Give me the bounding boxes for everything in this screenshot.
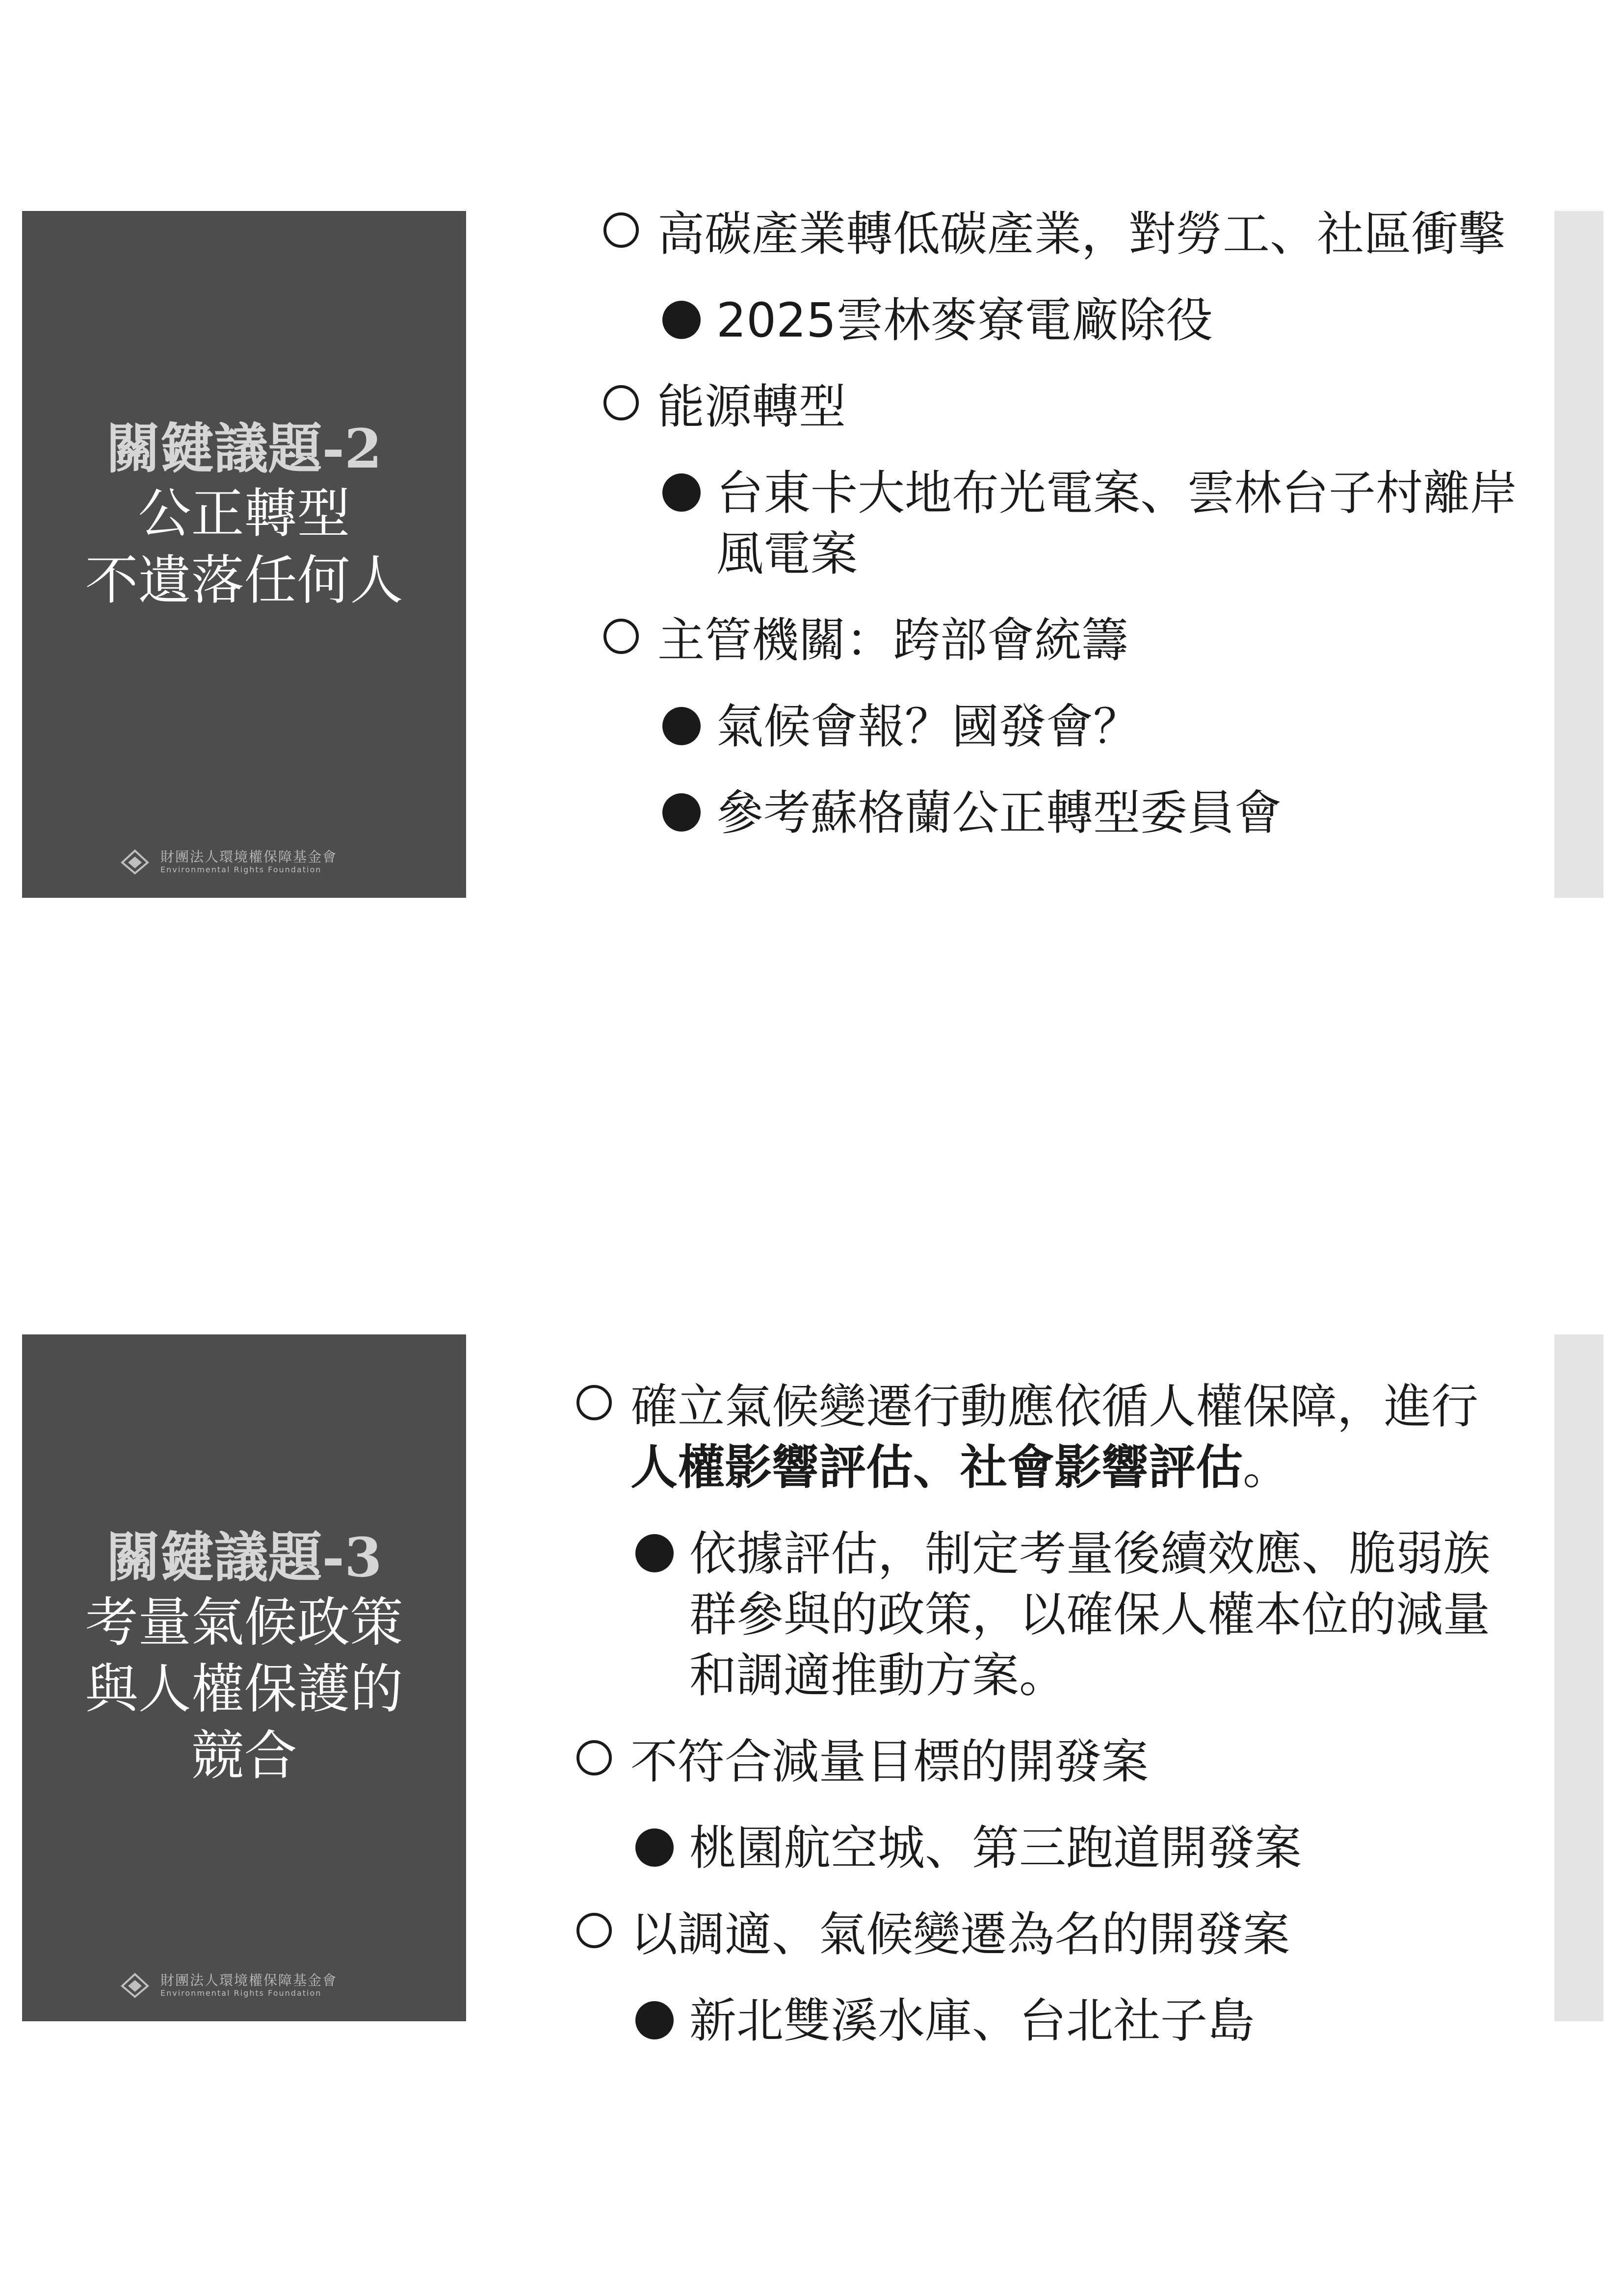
logo-english-name: Environmental Rights Foundation: [160, 1988, 322, 1998]
panel-text: [22, 417, 466, 614]
title-panel: [22, 1334, 466, 2021]
list-item-text: 桃園航空城、第三跑道開發案: [689, 1821, 1302, 1876]
list-item-text: 。: [1243, 1440, 1290, 1495]
hollow-circle-bullet-icon: [603, 212, 639, 248]
topic-title-line: 競合: [191, 1725, 297, 1787]
list-item-text: 不符合減量目標的開發案: [630, 1734, 1149, 1789]
list-item: [603, 696, 1545, 757]
list-item-text: 能源轉型: [657, 379, 846, 434]
topic-title-line: 與人權保護的: [85, 1659, 403, 1720]
list-item-text: 2025雲林麥寮電廠除役: [716, 293, 1213, 348]
foundation-emblem-icon: [120, 849, 150, 875]
topic-number: 關鍵議題-2: [106, 417, 382, 480]
bullet-list: [576, 1376, 1519, 2077]
filled-circle-bullet-icon: [662, 793, 701, 832]
filled-circle-bullet-icon: [662, 473, 701, 512]
panel-text: [22, 1526, 466, 1790]
slide-edge-bar: [1554, 211, 1603, 898]
list-item-text-bold: 人權影響評估、社會影響評估: [630, 1440, 1243, 1495]
list-item-text: 參考蘇格蘭公正轉型委員會: [716, 785, 1282, 840]
topic-title-line: 公正轉型: [138, 483, 350, 545]
list-item: [576, 1990, 1519, 2051]
filled-circle-bullet-icon: [662, 707, 701, 745]
list-item: [603, 204, 1545, 264]
slide-key-issue-2: [0, 0, 1624, 1030]
hollow-circle-bullet-icon: [603, 385, 639, 420]
filled-circle-bullet-icon: [662, 301, 701, 339]
filled-circle-bullet-icon: [635, 1828, 674, 1867]
logo-english-name: Environmental Rights Foundation: [160, 865, 322, 874]
list-item-text: 確立氣候變遷行動應依循人權保障，進行: [630, 1379, 1478, 1434]
logo-text: [160, 849, 337, 875]
bullet-list: [603, 204, 1545, 869]
logo-chinese-name: 財團法人環境權保障基金會: [160, 1972, 338, 1988]
logo-chinese-name: 財團法人環境權保障基金會: [160, 849, 338, 865]
slide-key-issue-3: [0, 1123, 1624, 2154]
list-item: [603, 290, 1545, 351]
hollow-circle-bullet-icon: [576, 1913, 612, 1948]
filled-circle-bullet-icon: [635, 2001, 674, 2039]
foundation-logo: [120, 849, 337, 875]
list-item-text: 以調適、氣候變遷為名的開發案: [630, 1907, 1290, 1962]
list-item: [603, 783, 1545, 843]
list-item: [576, 1376, 1519, 1498]
topic-title-line: 不遺落任何人: [85, 550, 403, 611]
list-item-text: 氣候會報？國發會？: [716, 699, 1140, 754]
list-item-text: 高碳產業轉低碳產業，對勞工、社區衝擊: [657, 207, 1505, 261]
hollow-circle-bullet-icon: [576, 1385, 612, 1420]
list-item: [603, 463, 1545, 584]
hollow-circle-bullet-icon: [576, 1740, 612, 1775]
list-item-text: 台東卡大地布光電案、雲林台子村離岸風電案: [716, 466, 1517, 581]
list-item-text: 新北雙溪水庫、台北社子島: [689, 1993, 1255, 2048]
list-item: [576, 1731, 1519, 1792]
logo-text: [160, 1973, 337, 1998]
topic-title-line: 考量氣候政策: [85, 1592, 403, 1653]
slide-edge-bar: [1554, 1334, 1603, 2021]
list-item: [576, 1904, 1519, 1965]
list-item: [603, 376, 1545, 437]
list-item: [576, 1818, 1519, 1879]
list-item-text: 主管機關：跨部會統籌: [657, 613, 1128, 668]
filled-circle-bullet-icon: [635, 1534, 674, 1572]
list-item: [603, 610, 1545, 671]
foundation-logo: [120, 1972, 337, 1999]
title-panel: [22, 211, 466, 898]
foundation-emblem-icon: [120, 1972, 150, 1999]
hollow-circle-bullet-icon: [603, 619, 639, 654]
list-item-text: 依據評估，制定考量後續效應、脆弱族群參與的政策，以確保人權本位的減量和調適推動方案。: [689, 1526, 1490, 1703]
topic-number: 關鍵議題-3: [106, 1526, 382, 1589]
list-item: [576, 1523, 1519, 1706]
